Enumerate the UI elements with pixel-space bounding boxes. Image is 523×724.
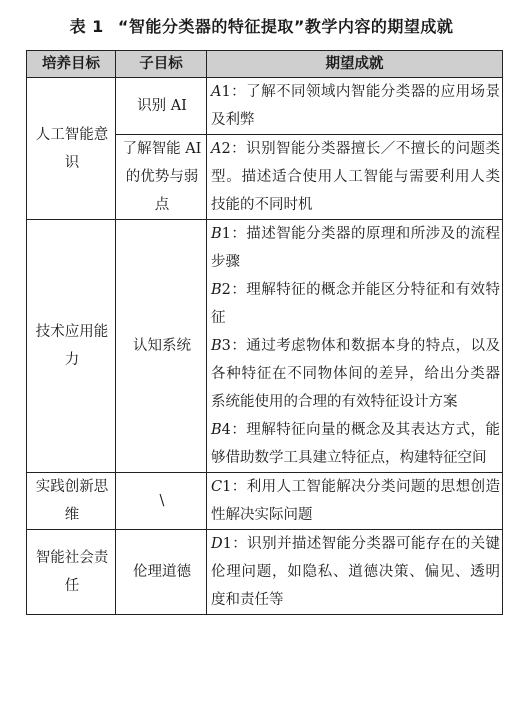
sub-cell: 识别 AI xyxy=(116,78,207,135)
outcome-item: B1：描述智能分类器的原理和所涉及的流程步骤 xyxy=(211,226,501,270)
sub-cell: 认知系统 xyxy=(116,220,207,473)
outcome-item: D1：识别并描述智能分类器可能存在的关键伦理问题，如隐私、道德决策、偏见、透明度和责任等 xyxy=(211,536,501,608)
outcome-item: B3：通过考虑物体和数据本身的特点，以及各种特征在不同物体间的差异，给出分类器系统能使用的合理的有效特征设计方案 xyxy=(211,338,501,410)
goal-cell: 智能社会责任 xyxy=(27,530,116,615)
goal-cell: 技术应用能力 xyxy=(27,220,116,473)
table-row xyxy=(27,78,503,135)
expected-outcomes-table xyxy=(26,50,503,615)
outcome-item: B2：理解特征的概念并能区分特征和有效特征 xyxy=(211,282,501,326)
sub-cell: \ xyxy=(116,473,207,530)
table-title: “智能分类器的特征提取”教学内容的期望成就 xyxy=(117,17,454,36)
goal-cell: 人工智能意识 xyxy=(27,78,116,220)
outcome-cell xyxy=(207,473,503,530)
sub-cell: 伦理道德 xyxy=(116,530,207,615)
table-number: 表 1 xyxy=(69,17,104,36)
outcome-item: B4：理解特征向量的概念及其表达方式，能够借助数学工具建立特征点，构建特征空间 xyxy=(211,422,501,466)
table-row xyxy=(27,220,503,473)
header-sub: 子目标 xyxy=(116,51,207,78)
outcome-cell xyxy=(207,220,503,473)
outcome-item: A2：识别智能分类器擅长／不擅长的问题类型。描述适合使用人工智能与需要利用人类技能的不同时机 xyxy=(211,141,501,213)
outcome-cell xyxy=(207,78,503,135)
goal-cell: 实践创新思维 xyxy=(27,473,116,530)
table-caption xyxy=(0,14,523,37)
header-outcome: 期望成就 xyxy=(207,51,503,78)
outcome-cell xyxy=(207,135,503,220)
header-row xyxy=(27,51,503,78)
sub-cell: 了解智能 AI 的优势与弱点 xyxy=(116,135,207,220)
table-row xyxy=(27,530,503,615)
outcome-item: A1：了解不同领域内智能分类器的应用场景及利弊 xyxy=(211,84,501,128)
outcome-item: C1：利用人工智能解决分类问题的思想创造性解决实际问题 xyxy=(211,479,500,523)
header-goal: 培养目标 xyxy=(27,51,116,78)
table-row xyxy=(27,473,503,530)
outcome-cell xyxy=(207,530,503,615)
